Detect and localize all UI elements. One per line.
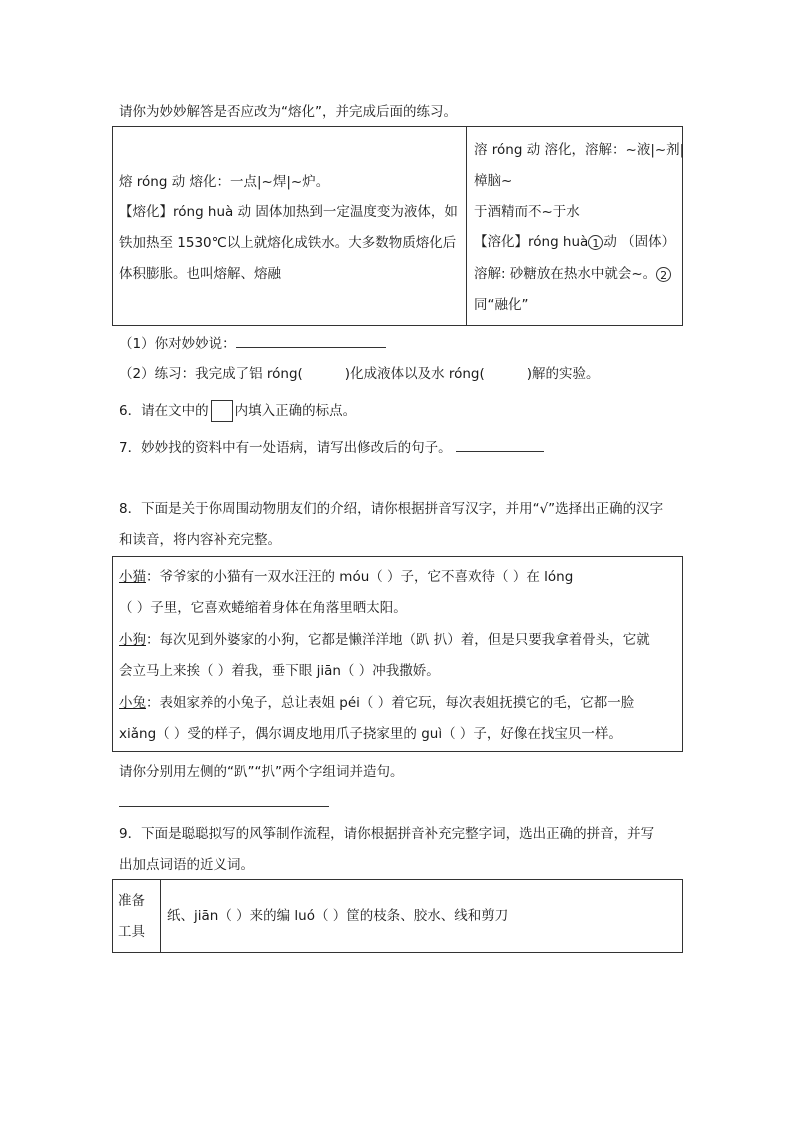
question-9-line-1: 9．下面是聪聪拟写的风筝制作流程，请你根据拼音补充完整字词，选出正确的拼音，并写 xyxy=(119,826,655,842)
question-9-line-2: 出加点词语的近义词。 xyxy=(119,857,254,873)
rabbit-text-1: ：表姐家养的小兔子，总让表姐 péi（ ）着它玩，每次表姐抚摸它的毛，它都一脸 xyxy=(146,695,635,711)
cat-line-1 xyxy=(119,567,573,587)
question-7 xyxy=(119,437,544,458)
question-2-part-2: )化成液体以及水 róng( xyxy=(344,366,485,382)
rabbit-line-1 xyxy=(119,693,634,713)
intro-text: 请你为妙妙解答是否应改为“熔化”，并完成后面的练习。 xyxy=(119,104,457,120)
question-1-text: （1）你对妙妙说： xyxy=(119,336,236,352)
cat-label: 小猫 xyxy=(119,569,146,585)
question-6-part-1: 6．请在文中的 xyxy=(119,403,209,419)
dict-right-line-6: 同“融化” xyxy=(474,297,529,313)
dict-left-line-3: 铁加热至 1530℃以上就熔化成铁水。大多数物质熔化后 xyxy=(119,235,457,251)
question-8-line-2: 和读音，将内容补充完整。 xyxy=(119,532,281,548)
dict-left-line-2: 【熔化】róng huà 动 固体加热到一定温度变为液体，如 xyxy=(119,204,458,220)
dict-right-line-2: 樟脑~ xyxy=(474,173,513,189)
dict-right-line-4 xyxy=(474,232,675,252)
dict-left-line-1: 熔 róng 动 熔化：一点|~焊|~炉。 xyxy=(119,174,330,190)
dog-line-2: 会立马上来挨（ ）着我，垂下眼 jiān（ ）冲我撒娇。 xyxy=(119,663,440,679)
question-7-text: 7．妙妙找的资料中有一处语病，请写出修改后的句子。 xyxy=(119,440,452,456)
dict-left-line-4: 体积膨胀。也叫熔解、熔融 xyxy=(119,266,281,282)
kite-table-divider xyxy=(160,879,161,953)
question-8-tail: 请你分别用左侧的“趴”“扒”两个字组词并造句。 xyxy=(119,764,404,780)
dog-line-1 xyxy=(119,630,650,650)
punctuation-box[interactable] xyxy=(211,400,233,422)
dict-right-line-3: 于酒精而不~于水 xyxy=(474,204,580,220)
cat-line-2: （ ）子里，它喜欢蜷缩着身体在角落里晒太阳。 xyxy=(119,600,407,616)
dog-label: 小狗 xyxy=(119,632,146,648)
question-2-part-1: （2）练习：我完成了铝 róng( xyxy=(119,366,303,382)
question-6 xyxy=(119,399,356,423)
question-2 xyxy=(119,364,600,384)
dog-text-1: ：每次见到外婆家的小狗，它都是懒洋洋地（趴 扒）着，但是只要我拿着骨头，它就 xyxy=(146,632,650,648)
rabbit-label: 小兔 xyxy=(119,695,146,711)
dict-right-line-5 xyxy=(474,264,671,284)
sense-number-2: 2 xyxy=(656,267,671,282)
question-2-part-3: )解的实验。 xyxy=(526,366,600,382)
question-1 xyxy=(119,333,386,354)
answer-blank-q7[interactable] xyxy=(456,437,544,452)
dict-right-line-5-text: 溶解: 砂糖放在热水中就会~。 xyxy=(474,266,657,282)
dictionary-divider xyxy=(466,126,467,326)
dict-right-line-1: 溶 róng 动 溶化，溶解：~液|~剂| xyxy=(474,142,685,158)
cat-text-1: ：爷爷家的小猫有一双水汪汪的 móu（ ）子，它不喜欢待（ ）在 lóng xyxy=(146,569,574,585)
dict-right-line-4-tail: 动 （固体） xyxy=(603,234,676,250)
question-8-line-1: 8．下面是关于你周围动物朋友们的介绍，请你根据拼音写汉字，并用“√”选择出正确的汉字 xyxy=(119,501,664,517)
kite-label-line-1: 准备 xyxy=(118,893,145,909)
answer-blank-q1[interactable] xyxy=(236,333,386,348)
kite-label-line-2: 工具 xyxy=(118,924,145,940)
rabbit-line-2: xiǎng（ ）受的样子，偶尔调皮地用爪子挠家里的 guì（ ）子，好像在找宝贝一样。 xyxy=(119,726,622,742)
sense-number-1: 1 xyxy=(588,235,603,250)
question-6-part-2: 内填入正确的标点。 xyxy=(234,403,357,419)
dict-right-line-4-head: 【溶化】róng huà xyxy=(474,234,589,250)
answer-blank-q8[interactable] xyxy=(119,806,329,807)
kite-tools-content: 纸、jiān（ ）来的编 luó（ ）筐的枝条、胶水、线和剪刀 xyxy=(167,908,509,924)
